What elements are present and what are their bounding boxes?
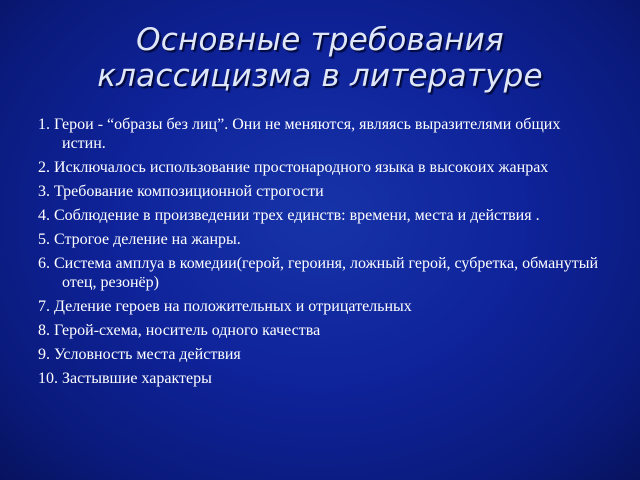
list-item-1: 1. Герои - “образы без лиц”. Они не меняются, являясь выразителями общих истин. — [38, 116, 561, 152]
list-item-2: 2. Исключалось использование простонародного языка в высокоих жанрах — [38, 159, 549, 176]
requirements-list — [38, 115, 608, 393]
list-item-8: 8. Герой-схема, носитель одного качества — [38, 322, 321, 339]
list-item-10: 10. Застывшие характеры — [38, 370, 212, 387]
list-item-9: 9. Условность места действия — [38, 346, 241, 363]
list-item-3: 3. Требование композиционной строгости — [38, 183, 324, 200]
list-item-4: 4. Соблюдение в произведении трех единств: времени, места и действия . — [38, 207, 540, 224]
list-item-5: 5. Строгое деление на жанры. — [38, 231, 241, 248]
list-item-7: 7. Деление героев на положительных и отрицательных — [38, 298, 412, 315]
slide-title-line-1: Основные требования — [136, 22, 504, 58]
slide-title — [0, 22, 640, 94]
slide-title-line-2: классицизма в литературе — [97, 58, 543, 94]
list-item-6: 6. Система амплуа в комедии(герой, героиня, ложный герой, субретка, обманутый отец, резонёр) — [38, 255, 599, 291]
